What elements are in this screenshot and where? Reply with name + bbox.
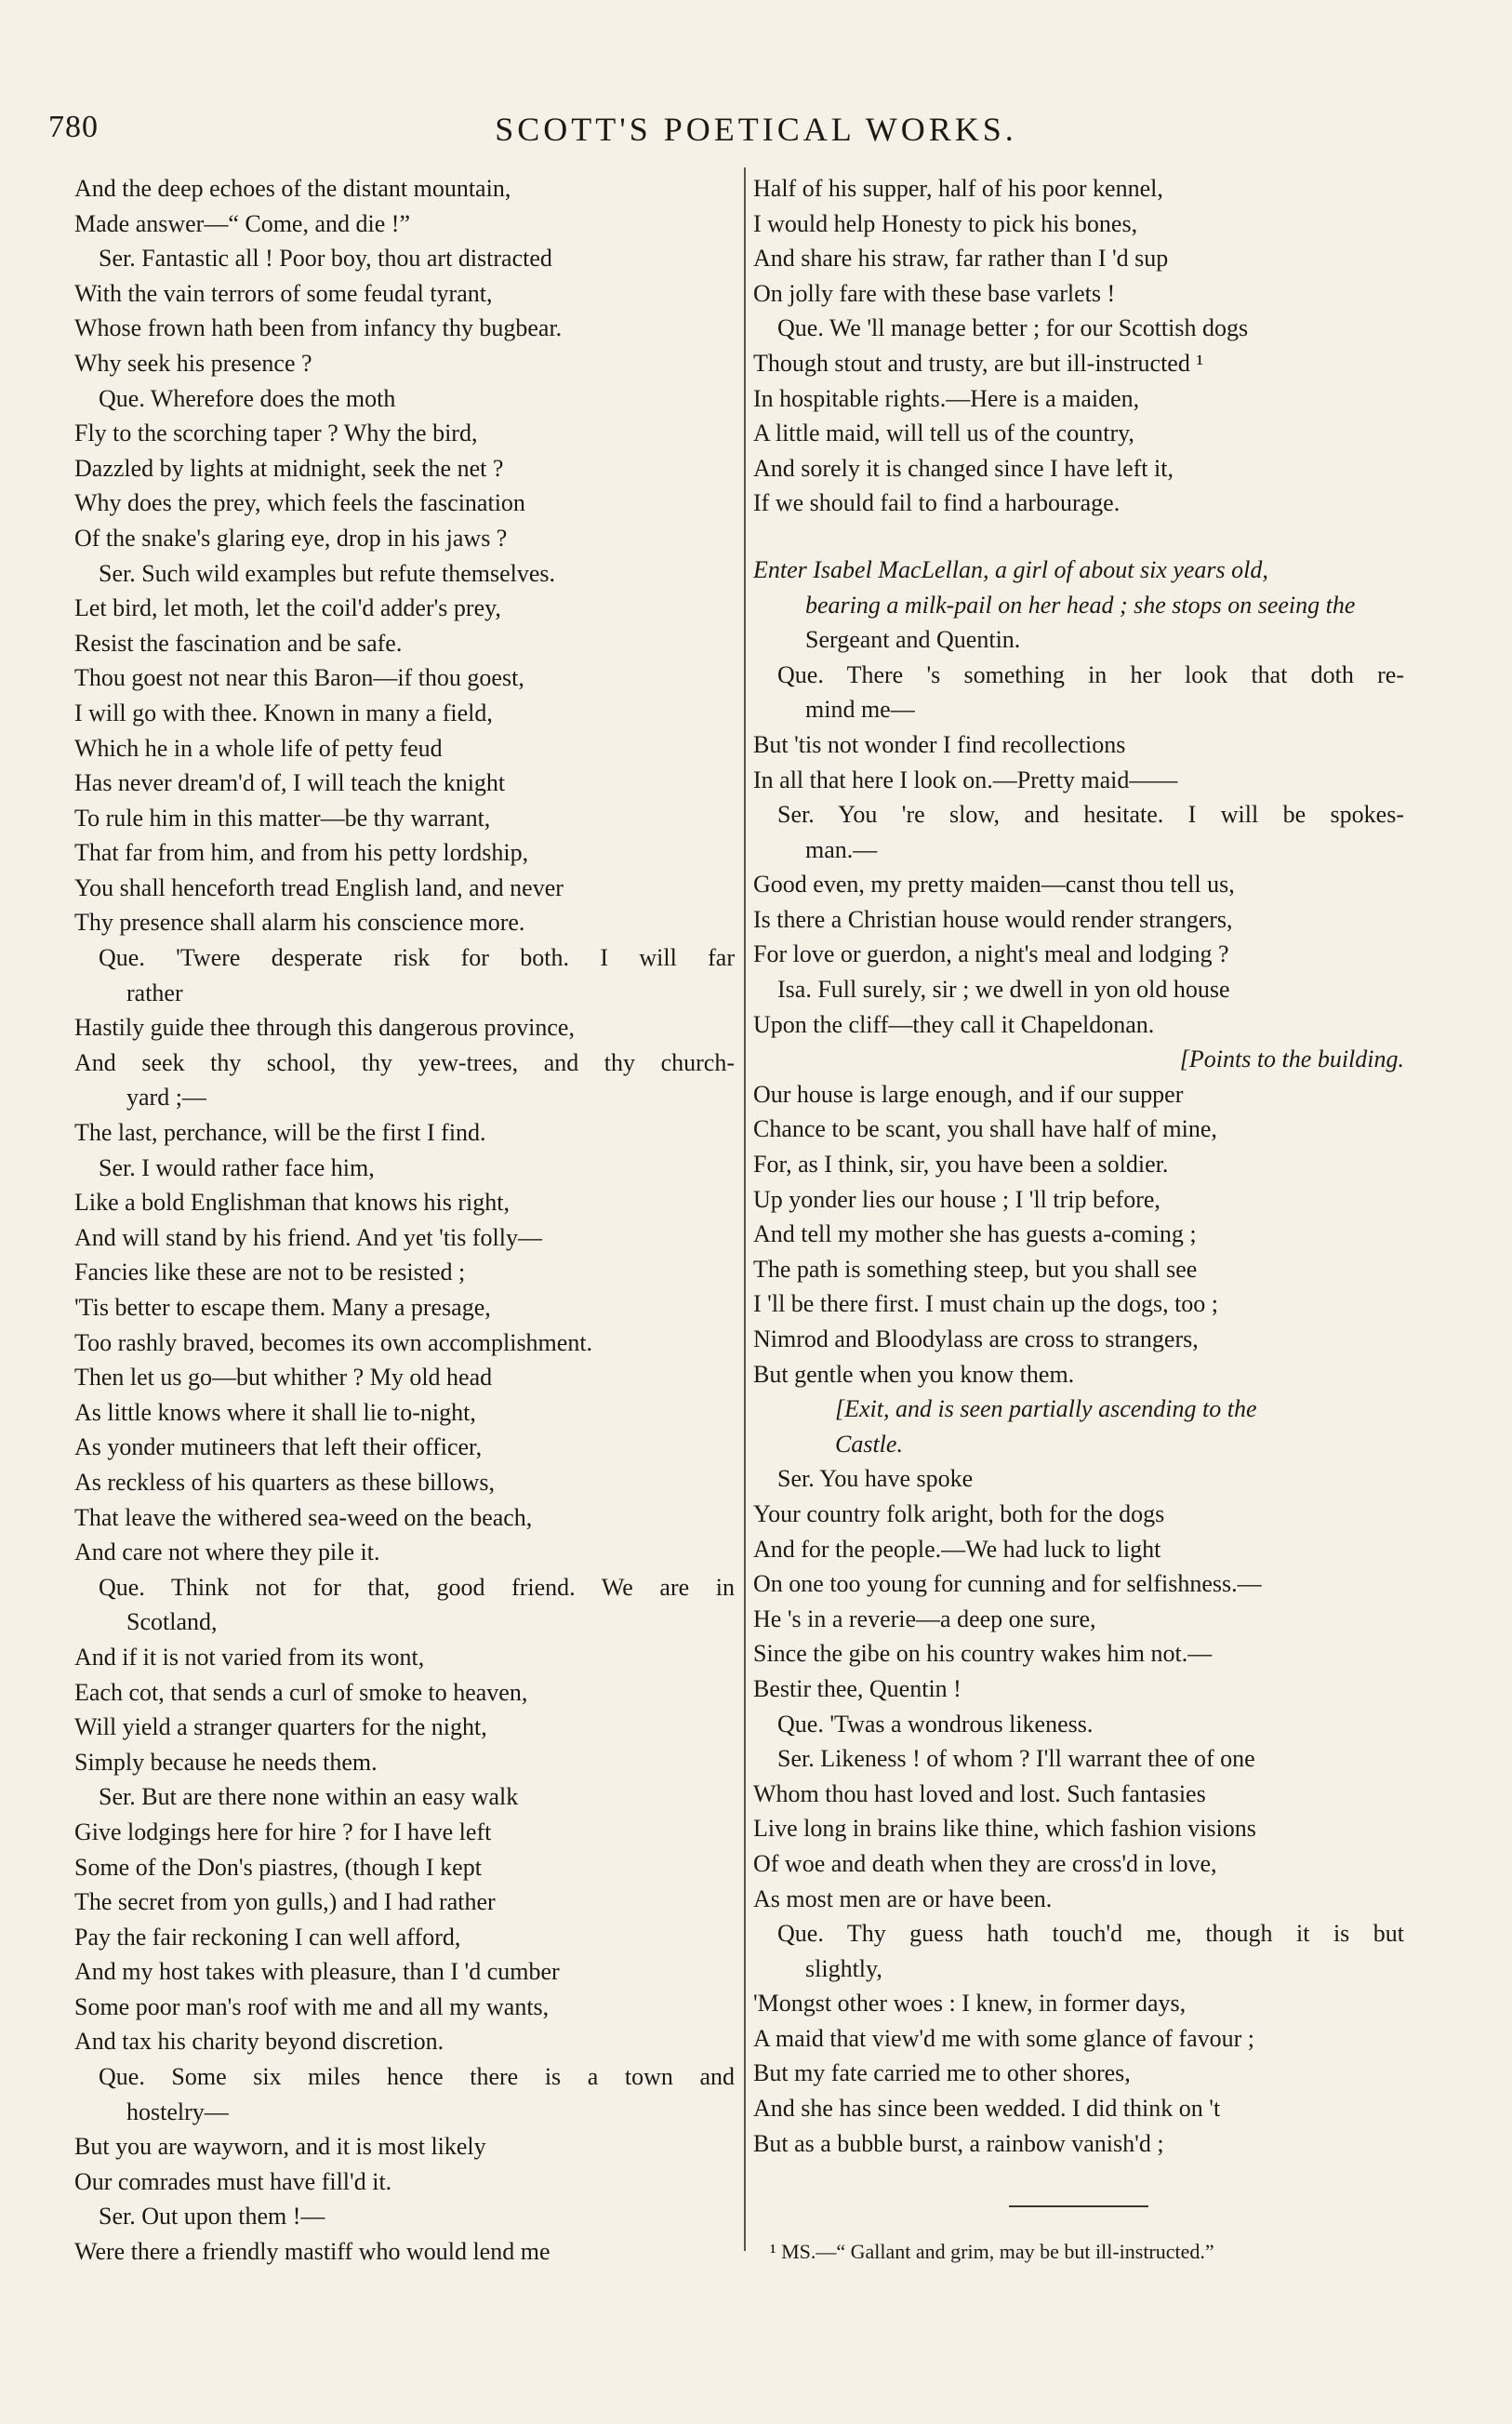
verse-line: And seek thy school, thy yew-trees, and thy church- [74,1048,735,1076]
verse-line: That far from him, and from his petty lordship, [74,839,529,867]
verse-line: Why seek his presence ? [74,349,312,377]
verse-line: I would help Honesty to pick his bones, [753,209,1138,237]
right-column [753,171,1404,2161]
footnote: ¹ MS.—“ Gallant and grim, may be but ill-instructed.” [770,2240,1214,2263]
verse-line: Fancies like these are not to be resisted ; [74,1259,466,1286]
verse-line: Sergeant and Quentin. [805,626,1021,654]
verse-line: slightly, [805,1954,882,1982]
verse-line: Ser. Such wild examples but refute themselves. [99,559,556,587]
verse-line: hostelry— [126,2098,229,2125]
verse-line: Thou goest not near this Baron—if thou goest, [74,664,524,692]
verse-line: Our comrades must have fill'd it. [74,2167,392,2195]
verse-line: Ser. Likeness ! of whom ? I'll warrant thee of one [777,1745,1255,1773]
verse-line: Whose frown hath been from infancy thy bugbear. [74,314,563,342]
verse-line: Since the gibe on his country wakes him not.— [753,1640,1213,1668]
verse-line: The path is something steep, but you shall see [753,1255,1198,1283]
verse-line: And tell my mother she has guests a-coming ; [753,1220,1197,1248]
verse-line: And the deep echoes of the distant mountain, [74,175,511,202]
verse-line: Upon the cliff—they call it Chapeldonan. [753,1010,1155,1038]
verse-line: As little knows where it shall lie to-night, [74,1398,476,1426]
footnote-rule [1009,2205,1148,2207]
verse-line: And if it is not varied from its wont, [74,1643,425,1671]
verse-line: Which he in a whole life of petty feud [74,734,443,762]
verse-line: And sorely it is changed since I have left it, [753,454,1174,482]
left-column [74,171,735,2270]
verse-line: But you are wayworn, and it is most likely [74,2133,486,2161]
verse-line: And care not where they pile it. [74,1538,380,1566]
verse-line: yard ;— [126,1084,206,1112]
verse-line: Ser. I would rather face him, [99,1153,375,1181]
verse-line: Thy presence shall alarm his conscience more. [74,909,525,937]
verse-line: Were there a friendly mastiff who would lend me [74,2238,550,2266]
verse-line: Let bird, let moth, let the coil'd adder's prey, [74,594,501,622]
verse-line: Like a bold Englishman that knows his right, [74,1189,510,1217]
verse-line: As most men are or have been. [753,1885,1053,1912]
verse-line: As yonder mutineers that left their officer, [74,1433,483,1461]
verse-line: Que. 'Twere desperate risk for both. I will far [99,944,735,972]
verse-line: Half of his supper, half of his poor kennel, [753,175,1163,202]
verse-line: Whom thou hast loved and lost. Such fantasies [753,1779,1206,1807]
verse-line: In all that here I look on.—Pretty maid—— [753,766,1178,793]
verse-line: As reckless of his quarters as these billows, [74,1468,496,1496]
verse-line: Then let us go—but whither ? My old head [74,1364,493,1392]
verse-line: Que. Think not for that, good friend. We are in [99,1573,735,1601]
verse-line: Some of the Don's piastres, (though I kept [74,1853,482,1881]
verse-line: Live long in brains like thine, which fashion visions [753,1815,1256,1843]
stanza-gap [753,521,1404,553]
verse-line: Your country folk aright, both for the dogs [753,1499,1165,1527]
verse-line: And tax his charity beyond discretion. [74,2028,444,2056]
verse-line: Que. Some six miles hence there is a town and [99,2063,735,2091]
verse-line: Though stout and trusty, are but ill-instructed ¹ [753,349,1204,377]
verse-line: Castle. [835,1430,903,1458]
verse-line: Chance to be scant, you shall have half of mine, [753,1115,1217,1143]
verse-line: Isa. Full surely, sir ; we dwell in yon old house [777,976,1230,1004]
verse-line: That leave the withered sea-weed on the beach, [74,1503,533,1531]
verse-line: For love or guerdon, a night's meal and lodging ? [753,940,1229,968]
verse-line: [Exit, and is seen partially ascending to the [835,1395,1257,1423]
verse-line: Nimrod and Bloodylass are cross to strangers, [753,1325,1199,1352]
verse-line: Simply because he needs them. [74,1748,378,1776]
verse-line: But gentle when you know them. [753,1360,1075,1388]
verse-line: And she has since been wedded. I did think on 't [753,2095,1221,2123]
column-divider [744,167,746,2251]
verse-line: For, as I think, sir, you have been a soldier. [753,1151,1169,1179]
verse-line: Scotland, [126,1608,218,1636]
page-number: 780 [48,110,99,144]
verse-line: Pay the fair reckoning I can well afford, [74,1923,461,1951]
verse-line: With the vain terrors of some feudal tyrant, [74,279,493,307]
stage-direction: Enter Isabel MacLellan, a girl of about six years old, [753,555,1268,583]
verse-line: A little maid, will tell us of the country, [753,420,1134,447]
verse-line: On jolly fare with these base varlets ! [753,279,1116,307]
verse-line: And will stand by his friend. And yet 'tis folly— [74,1223,542,1251]
verse-line: On one too young for cunning and for selfishness.— [753,1570,1262,1598]
verse-line: You shall henceforth tread English land, and never [74,873,564,901]
verse-line: Each cot, that sends a curl of smoke to heaven, [74,1678,528,1706]
verse-line: Why does the prey, which feels the fascination [74,489,525,517]
verse-line: Que. Wherefore does the moth [99,384,396,412]
verse-line: Has never dream'd of, I will teach the knight [74,769,506,797]
verse-line: To rule him in this matter—be thy warrant, [74,804,491,832]
verse-line: And my host takes with pleasure, than I 'd cumber [74,1958,560,1986]
verse-line: But as a bubble burst, a rainbow vanish'd ; [753,2129,1164,2157]
verse-line: Que. We 'll manage better ; for our Scottish dogs [777,314,1249,342]
verse-line: 'Mongst other woes : I knew, in former days, [753,1990,1187,2018]
verse-line: He 's in a reverie—a deep one sure, [753,1605,1096,1632]
verse-line: Ser. Out upon them !— [99,2203,325,2231]
verse-line: Resist the fascination and be safe. [74,629,403,657]
verse-line: rather [126,979,183,1006]
verse-line: Que. 'Twas a wondrous likeness. [777,1710,1094,1738]
verse-line: Ser. Fantastic all ! Poor boy, thou art distracted [99,245,552,273]
verse-line: Of the snake's glaring eye, drop in his jaws ? [74,524,508,552]
verse-line: Dazzled by lights at midnight, seek the net ? [74,454,504,482]
verse-line: [Points to the building. [1179,1046,1404,1073]
verse-line: Ser. You 're slow, and hesitate. I will be spokes- [777,801,1404,829]
verse-line: Ser. But are there none within an easy walk [99,1783,519,1811]
verse-line: Bestir thee, Quentin ! [753,1674,962,1702]
verse-line: Fly to the scorching taper ? Why the bird, [74,420,478,447]
verse-line: Give lodgings here for hire ? for I have left [74,1818,492,1845]
verse-line: Too rashly braved, becomes its own accomplishment. [74,1328,593,1356]
verse-line: The secret from yon gulls,) and I had rather [74,1888,496,1916]
verse-line: And for the people.—We had luck to light [753,1535,1161,1563]
running-title: SCOTT'S POETICAL WORKS. [495,111,1017,148]
verse-line: I will go with thee. Known in many a field, [74,699,493,726]
verse-line: But 'tis not wonder I find recollections [753,730,1126,758]
verse-line: The last, perchance, will be the first I find. [74,1119,486,1147]
verse-line: Of woe and death when they are cross'd in love, [753,1849,1217,1877]
verse-line: 'Tis better to escape them. Many a presage, [74,1294,491,1321]
verse-line: Hastily guide thee through this dangerous province, [74,1014,575,1042]
verse-line: Que. Thy guess hath touch'd me, though it is but [777,1920,1404,1948]
verse-line: Some poor man's roof with me and all my wants, [74,1992,550,2020]
verse-line: man.— [805,835,878,863]
verse-line: Good even, my pretty maiden—canst thou tell us, [753,871,1235,899]
verse-line: Ser. You have spoke [777,1465,974,1493]
verse-line: mind me— [805,696,915,724]
verse-line: In hospitable rights.—Here is a maiden, [753,384,1140,412]
verse-line: A maid that view'd me with some glance of favour ; [753,2024,1254,2052]
verse-line: Will yield a stranger quarters for the night, [74,1713,487,1741]
verse-line: And share his straw, far rather than I 'd sup [753,245,1169,273]
verse-line: Our house is large enough, and if our supper [753,1080,1184,1108]
verse-line: bearing a milk-pail on her head ; she stops on seeing the [805,591,1356,619]
page-header [0,110,1512,166]
verse-line: Up yonder lies our house ; I 'll trip before, [753,1185,1161,1213]
verse-line: But my fate carried me to other shores, [753,2059,1131,2087]
verse-line: Que. There 's something in her look that doth re- [777,660,1404,688]
verse-line: Made answer—“ Come, and die !” [74,209,410,237]
verse-line: I 'll be there first. I must chain up the dogs, too ; [753,1290,1219,1318]
verse-line: If we should fail to find a harbourage. [753,489,1121,517]
verse-line: Is there a Christian house would render strangers, [753,905,1233,933]
